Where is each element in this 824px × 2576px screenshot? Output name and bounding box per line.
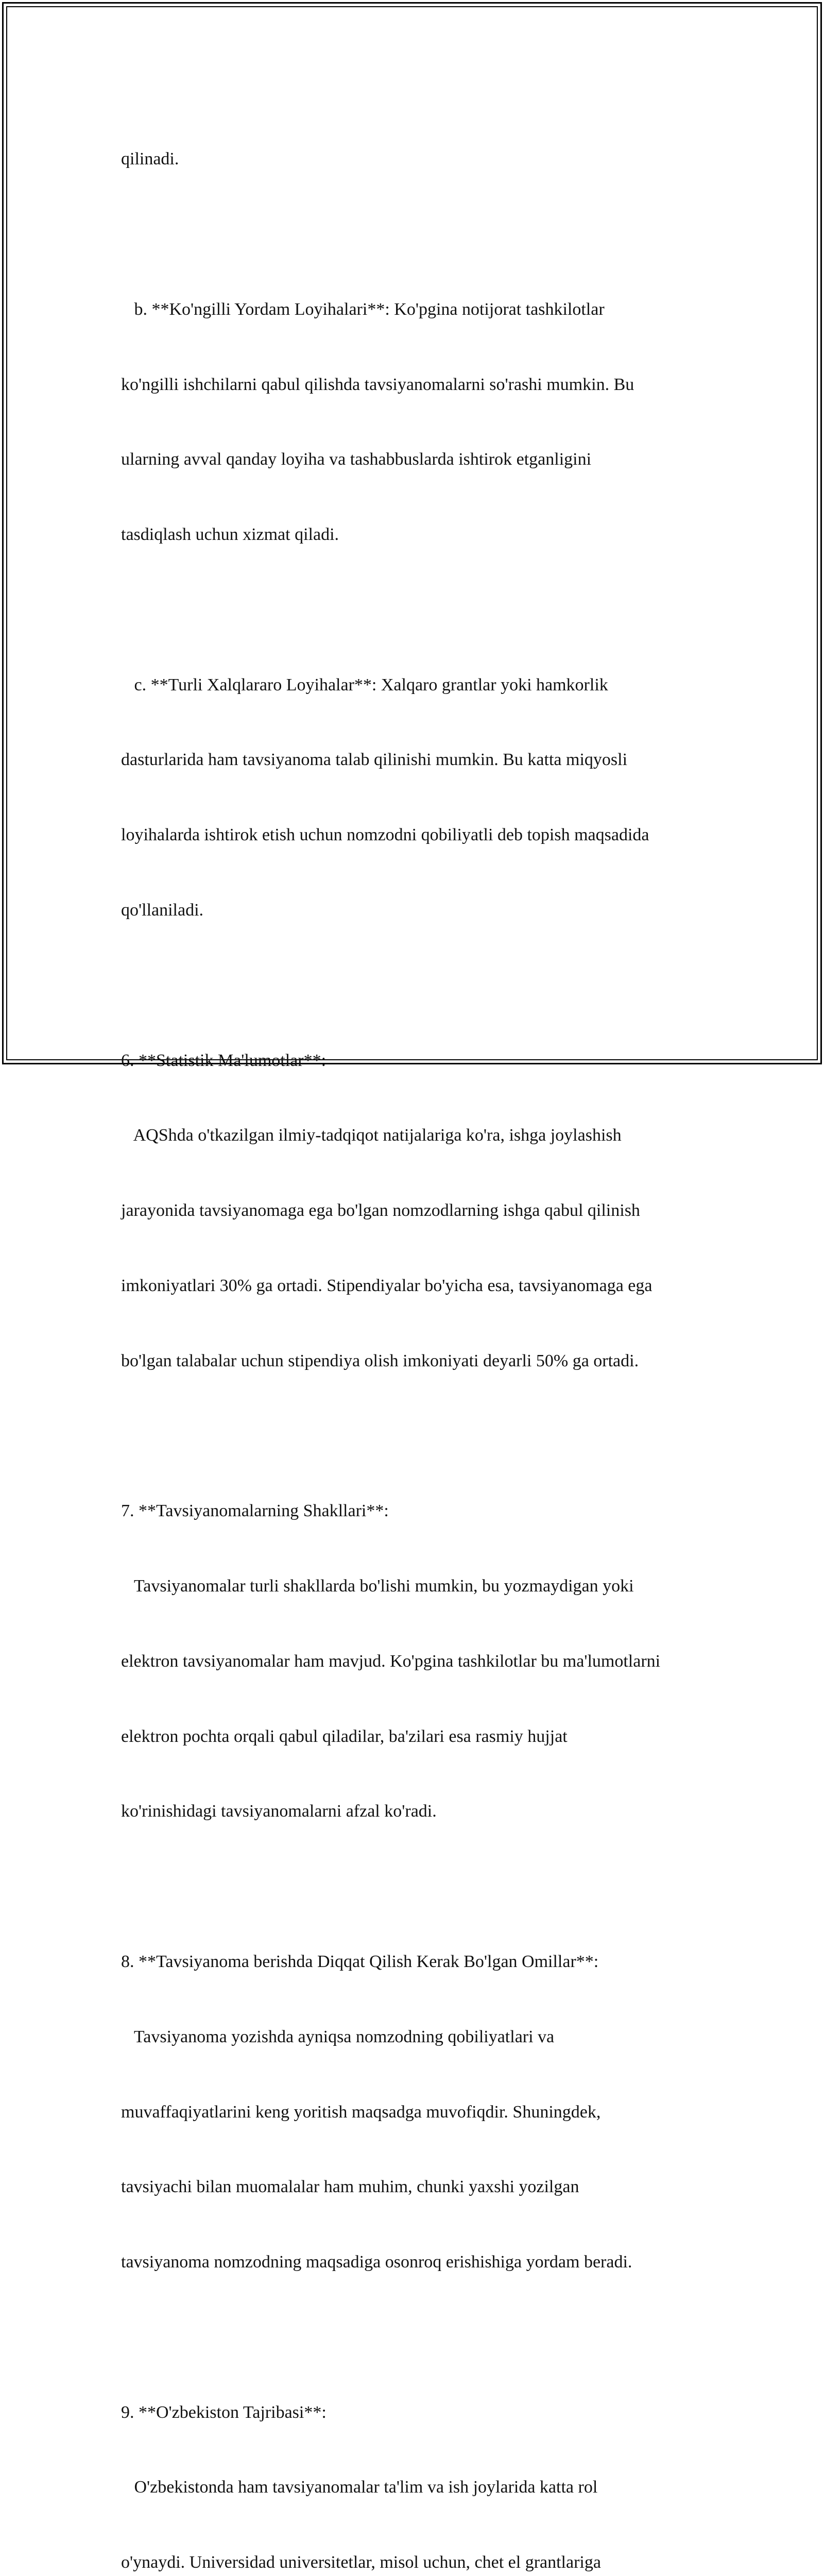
- text-line: o'ynaydi. Universidad universitetlar, misol uchun, chet el grantlariga: [121, 2553, 601, 2572]
- text-line: ularning avval qanday loyiha va tashabbuslarda ishtirok etganligini: [121, 450, 592, 469]
- text-line: jarayonida tavsiyanomaga ega bo'lgan nomzodlarning ishga qabul qilinish: [121, 1201, 640, 1221]
- blank-line: [121, 2325, 729, 2350]
- blank-line: [121, 598, 729, 623]
- blank-line: [121, 1874, 729, 1900]
- section-heading: 8. **Tavsiyanoma berishda Diqqat Qilish Kerak Bo'lgan Omillar**:: [121, 1952, 599, 1971]
- document-body: [121, 97, 729, 2576]
- blank-line: [121, 222, 729, 247]
- text-line: c. **Turli Xalqlararo Loyihalar**: Xalqaro grantlar yoki hamkorlik: [121, 675, 608, 694]
- text-line: qilinadi.: [121, 149, 179, 169]
- text-line: dasturlarida ham tavsiyanoma talab qilinishi mumkin. Bu katta miqyosli: [121, 750, 628, 770]
- text-line: ko'ngilli ishchilarni qabul qilishda tavsiyanomalarni so'rashi mumkin. Bu: [121, 375, 634, 394]
- section-heading: 7. **Tavsiyanomalarning Shakllari**:: [121, 1501, 389, 1521]
- text-line: Tavsiyanoma yozishda ayniqsa nomzodning qobiliyatlari va: [121, 2027, 555, 2046]
- text-line: O'zbekistonda ham tavsiyanomalar ta'lim va ish joylarida katta rol: [121, 2478, 598, 2497]
- text-line: loyihalarda ishtirok etish uchun nomzodni qobiliyatli deb topish maqsadida: [121, 825, 649, 845]
- text-line: elektron tavsiyanomalar ham mavjud. Ko'pgina tashkilotlar bu ma'lumotlarni: [121, 1651, 661, 1671]
- text-line: qo'llaniladi.: [121, 901, 204, 920]
- text-line: ko'rinishidagi tavsiyanomalarni afzal ko'radi.: [121, 1802, 437, 1821]
- text-line: Tavsiyanomalar turli shakllarda bo'lishi mumkin, bu yozmaydigan yoki: [121, 1577, 634, 1596]
- blank-line: [121, 1423, 729, 1449]
- text-line: muvaffaqiyatlarini keng yoritish maqsadga muvofiqdir. Shuningdek,: [121, 2102, 601, 2122]
- text-line: bo'lgan talabalar uchun stipendiya olish imkoniyati deyarli 50% ga ortadi.: [121, 1351, 639, 1370]
- section-heading: 6. **Statistik Ma'lumotlar**:: [121, 1050, 327, 1070]
- text-line: tavsiyanoma nomzodning maqsadiga osonroq erishishiga yordam beradi.: [121, 2252, 632, 2272]
- text-line: b. **Ko'ngilli Yordam Loyihalari**: Ko'pgina notijorat tashkilotlar: [121, 299, 605, 319]
- text-line: tavsiyachi bilan muomalalar ham muhim, chunki yaxshi yozilgan: [121, 2177, 579, 2197]
- text-line: imkoniyatlari 30% ga ortadi. Stipendiyalar bo'yicha esa, tavsiyanomaga ega: [121, 1276, 653, 1295]
- text-line: elektron pochta orqali qabul qiladilar, ba'zilari esa rasmiy hujjat: [121, 1726, 568, 1746]
- blank-line: [121, 973, 729, 998]
- text-line: tasdiqlash uchun xizmat qiladi.: [121, 525, 339, 545]
- text-line: AQShda o'tkazilgan ilmiy-tadqiqot natijalariga ko'ra, ishga joylashish: [121, 1126, 622, 1145]
- section-heading: 9. **O'zbekiston Tajribasi**:: [121, 2402, 327, 2422]
